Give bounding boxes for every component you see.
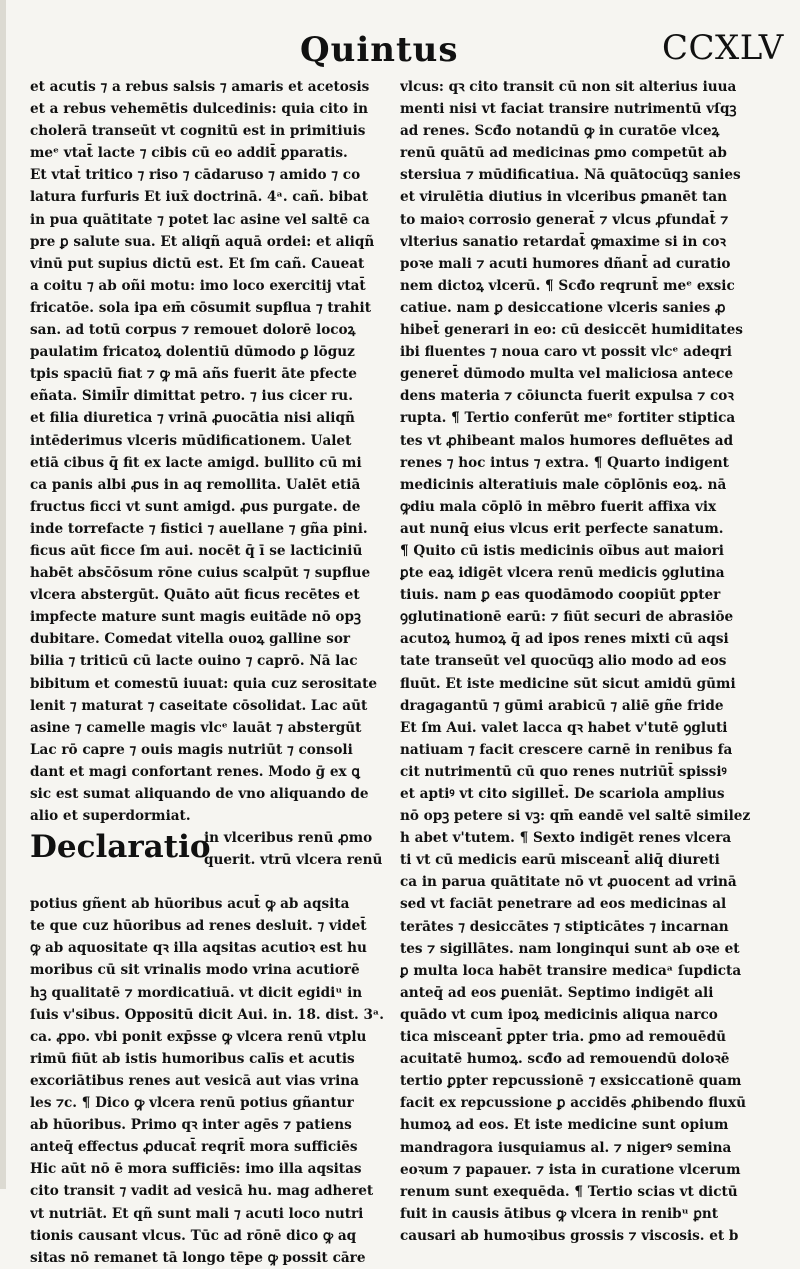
text-line: acutoꝝ humoꝝ q̄ ad ipos renes mixti cū aqsi bbox=[400, 631, 729, 648]
text-line: tica misceant̄ ꝑpter tria. ꝑmo ad remouēdū bbox=[400, 1029, 726, 1046]
text-line: tes vt ꝓhibeant malos humores defluētes ad bbox=[400, 432, 734, 449]
running-header-title: Quintus bbox=[300, 30, 459, 70]
text-line: medicinis alteratiuis male cōplōnis eoꝝ. nā bbox=[400, 476, 727, 493]
text-line: ti vt cū medicis earū misceant̄ aliq̄ diureti bbox=[400, 852, 720, 869]
text-line: tpis spaciū fiat ⁊ ꝙ mā añs fuerit āte pfecte bbox=[30, 366, 357, 383]
text-line: ficus aūt ficce ſm aui. nocēt q̄ ī se lacticiniū bbox=[30, 542, 363, 559]
text-line: sitas nō remanet tā longo tēpe ꝙ possit cāre bbox=[30, 1249, 366, 1266]
left-column-lower-text bbox=[30, 893, 394, 1269]
text-line: inde torrefacte ⁊ fistici ⁊ auellane ⁊ gña pini. bbox=[30, 520, 368, 537]
text-line: bibitum et comestū iuuat: quia cuz serositate bbox=[30, 675, 378, 692]
text-line: stersiua ⁊ mūdificatiua. Nā quātocūqꝫ sanies bbox=[400, 167, 741, 184]
text-line: poꝛe mali ⁊ acuti humores dñant̄ ad curatio bbox=[400, 255, 731, 272]
text-line: ¶ Quito cū istis medicinis oībus aut maiori bbox=[400, 542, 724, 559]
text-line: Lac rō capre ⁊ ouis magis nutriūt ⁊ consoli bbox=[30, 741, 353, 758]
text-line: h abet v'tutem. ¶ Sexto indigēt renes vlcera bbox=[400, 830, 732, 847]
text-line: a coitu ⁊ ab oñi motu: imo loco exercitij vtat̄ bbox=[30, 277, 366, 294]
text-line: cit nutrimentū cū quo renes nutriūt̄ spissiꝰ bbox=[400, 763, 727, 780]
text-line: hꝫ qualitatē ⁊ mordicatiuā. vt dicit egidiᵘ in bbox=[30, 984, 363, 1001]
text-line: in vlceribus renū ꝓmo bbox=[204, 830, 373, 847]
text-line: potius gñent ab hūoribus acut̄ ꝙ ab aqsita bbox=[30, 896, 350, 913]
text-line: fructus ficci vt sunt amigd. ꝓus purgate. de bbox=[30, 498, 361, 515]
text-line: dens materia ⁊ cōiuncta fuerit expulsa ⁊ coꝛ bbox=[400, 388, 734, 405]
text-line: renes ⁊ hoc intus ⁊ extra. ¶ Quarto indigent bbox=[400, 454, 729, 471]
text-line: ꝙ ab aquositate qꝛ illa aqsitas acutioꝛ est hu bbox=[30, 940, 367, 957]
declaratio-section-heading bbox=[30, 827, 394, 893]
text-line: aut nunq̄ eius vlcus erit perfecte sanatum. bbox=[400, 520, 724, 537]
text-line: terātes ⁊ desiccātes ⁊ stipticātes ⁊ incarnan bbox=[400, 918, 729, 935]
text-line: to maioꝛ corrosio generat̄ ⁊ vlcus ꝓfundat̄ ⁊ bbox=[400, 211, 729, 228]
text-line: et filia diuretica ⁊ vrinā ꝓuocātia nisi aliqñ bbox=[30, 410, 355, 427]
text-line: in pua quātitate ⁊ potet lac asine vel saltē ca bbox=[30, 211, 370, 228]
text-line: quādo vt cum ipoꝝ medicinis aliqua narco bbox=[400, 1006, 718, 1023]
text-line: tertio ꝑpter repcussionē ⁊ exsiccationē quam bbox=[400, 1073, 742, 1090]
text-line: moribus cū sit vrinalis modo vrina acutiorē bbox=[30, 962, 360, 979]
text-line: catiue. nam ꝑ desiccatione vlceris sanies ꝓ bbox=[400, 299, 726, 316]
text-line: facit ex repcussione ꝑ accidēs ꝓhibendo fluxū bbox=[400, 1095, 746, 1112]
text-line: natiuam ⁊ facit crescere carnē in renibus fa bbox=[400, 741, 733, 758]
text-line: ibi fluentes ⁊ noua caro vt possit vlcᵉ adeqri bbox=[400, 344, 732, 361]
text-line: les ⁊c. ¶ Dico ꝙ vlcera renū potius gñantur bbox=[30, 1095, 354, 1112]
text-line: habēt absc̄ōsum rōne cuius scalpūt ⁊ supflue bbox=[30, 565, 371, 582]
text-line: eñata. Simil̄r dimittat petro. ⁊ ius cicer ru. bbox=[30, 388, 353, 405]
text-line: nem dictoꝝ vlcerū. ¶ Scđo reqrunt̄ meᵉ exsic bbox=[400, 277, 735, 294]
text-line: et a rebus vehemētis dulcedinis: quia cito in bbox=[30, 101, 368, 118]
text-line: fuit in causis ātibus ꝙ vlcera in renibᵘ ꝑnt bbox=[400, 1205, 718, 1222]
text-line: et acutis ⁊ a rebus salsis ⁊ amaris et acetosis bbox=[30, 79, 370, 95]
page-gutter-shadow bbox=[0, 0, 6, 1189]
text-line: et aptiꝰ vt cito sigillet̄. De scariola amplius bbox=[400, 786, 725, 802]
text-line: ca. ꝓpo. vbi ponit exp̄sse ꝙ vlcera renū vtplu bbox=[30, 1028, 367, 1045]
text-line: vlcera abstergūt. Quāto aūt ficus recētes et bbox=[30, 587, 360, 604]
text-line: lenit ⁊ maturat ⁊ caseitate cōsolidat. Lac aūt bbox=[30, 697, 368, 714]
text-line: dragagantū ⁊ gūmi arabicū ⁊ aliē gñe fride bbox=[400, 697, 724, 714]
text-line: dant et magi confortant renes. Modo ḡ ex ꝗ bbox=[30, 763, 360, 780]
text-line: Et ſm Aui. valet lacca qꝛ habet v'tutē ꝯgluti bbox=[400, 719, 728, 736]
text-line: ca in parua quātitate nō vt ꝓuocent ad vrinā bbox=[400, 874, 737, 891]
text-line: san. ad totū corpus ⁊ remouet dolorē locoꝝ bbox=[30, 322, 356, 339]
text-line: ab hūoribus. Primo qꝛ inter agēs ⁊ patiens bbox=[30, 1117, 352, 1134]
text-line: meᵉ vtat̄ lacte ⁊ cibis cū eo addit̄ ꝑparatis. bbox=[30, 145, 348, 162]
text-line: rimū fiūt ab istis humoribus calīs et acutis bbox=[30, 1050, 355, 1067]
text-line: cholerā transeūt vt cognitū est in primitiuis bbox=[30, 123, 366, 140]
text-line: tionis causant vlcus. Tūc ad rōnē dico ꝙ aq bbox=[30, 1227, 357, 1244]
text-line: fluūt. Et iste medicine sūt sicut amidū gūmi bbox=[400, 675, 736, 692]
text-line: ꝑ multa loca habēt transire medicaᵃ ſupdicta bbox=[400, 962, 742, 979]
text-line: generet̄ dūmodo multa vel maliciosa antece bbox=[400, 366, 734, 383]
text-line: sic est sumat aliquando de vno aliquando de bbox=[30, 786, 369, 802]
text-line: hibet̄ generari in eo: cū desiccēt humiditates bbox=[400, 322, 743, 339]
text-line: acuitatē humoꝝ. scđo ad remouendū doloꝛē bbox=[400, 1051, 730, 1068]
text-line: cito transit ⁊ vadit ad vesicā hu. mag adheret bbox=[30, 1183, 374, 1200]
text-line: Et vtat̄ tritico ⁊ riso ⁊ cādaruso ⁊ amido ⁊ co bbox=[30, 167, 361, 184]
text-line: causari ab humoꝛibus grossis ⁊ viscosis. et b bbox=[400, 1227, 739, 1244]
text-line: dubitare. Comedat vitella ouoꝝ galline sor bbox=[30, 631, 351, 648]
text-line: rupta. ¶ Tertio conferūt meᵉ fortiter stiptica bbox=[400, 410, 736, 427]
text-line: ꝑte eaꝝ idigēt vlcera renū medicis ꝯglutina bbox=[400, 565, 725, 582]
text-line: vt nutriāt. Et qñ sunt mali ⁊ acuti loco nutri bbox=[30, 1205, 364, 1222]
text-line: ad renes. Scđo notandū ꝙ in curatōe vlceꝝ bbox=[400, 123, 720, 140]
text-line: etiā cibus q̄ fit ex lacte amigd. bullito cū mi bbox=[30, 454, 362, 471]
text-line: sed vt faciāt penetrare ad eos medicinas al bbox=[400, 896, 727, 913]
text-line: ꝯglutinationē earū: ⁊ fiūt securi de abrasiōe bbox=[400, 609, 734, 626]
text-line: renū quātū ad medicinas ꝑmo competūt ab bbox=[400, 145, 727, 162]
text-line: tes ⁊ sigillātes. nam longinqui sunt ab oꝛe et bbox=[400, 940, 740, 957]
left-column bbox=[30, 76, 394, 1269]
text-line: impfecte mature sunt magis euitāde nō opꝫ bbox=[30, 609, 361, 626]
text-line: eoꝛum ⁊ papauer. ⁊ ista in curatione vlcerum bbox=[400, 1161, 741, 1178]
text-line: latura furfuris Et iux̄ doctrinā. 4ᵃ. cañ. bibat bbox=[30, 189, 368, 206]
text-line: nō opꝫ petere si vꝫ: qm̄ eandē vel saltē similez bbox=[400, 808, 751, 825]
text-line: et virulētia diutius in vlceribus ꝑmanēt tan bbox=[400, 189, 728, 206]
text-line: renum sunt exequēda. ¶ Tertio scias vt dictū bbox=[400, 1183, 738, 1200]
text-line: querit. vtrū vlcera renū bbox=[204, 852, 383, 869]
text-line: te que cuz hūoribus ad renes desluit. ⁊ videt̄ bbox=[30, 918, 367, 935]
text-line: Hic aūt nō ē mora sufficiēs: imo illa aqsitas bbox=[30, 1161, 362, 1178]
text-line: vlcus: qꝛ cito transit cū non sit alterius iuua bbox=[400, 79, 737, 95]
text-line: bilia ⁊ triticū cū lacte ouino ⁊ caprō. Nā lac bbox=[30, 653, 358, 670]
text-line: humoꝝ ad eos. Et iste medicine sunt opium bbox=[400, 1117, 729, 1134]
text-line: tiuis. nam ꝑ eas quodāmodo coopiūt ꝑpter bbox=[400, 587, 721, 604]
text-line: asine ⁊ camelle magis vlcᵉ lauāt ⁊ abstergūt bbox=[30, 719, 362, 736]
declaratio-initial: Declaratio bbox=[30, 829, 211, 866]
text-line: excoriātibus renes aut vesicā aut vias vrina bbox=[30, 1072, 359, 1089]
text-line: intēderimus vlceris mūdificationem. Ualet bbox=[30, 432, 352, 449]
text-line: vinū put supius dictū est. Et ſm cañ. Caueat bbox=[30, 255, 365, 272]
text-line: ca panis albi ꝓus in aq remollita. Ualēt etiā bbox=[30, 476, 361, 493]
text-line: tate transeūt vel quocūqꝫ alio modo ad eos bbox=[400, 653, 727, 670]
text-line: mandragora iusquiamus al. ⁊ nigerꝰ semina bbox=[400, 1139, 732, 1156]
text-line: ꝙdiu mala cōplō in mēbro fuerit affixa vix bbox=[400, 498, 717, 515]
declaratio-side-lines bbox=[204, 827, 398, 871]
text-line: vlterius sanatio retardat̄ ꝙmaxime si in coꝛ bbox=[400, 233, 726, 250]
text-line: ſuis v'sibus. Oppositū dicit Aui. in. 18. dist. 3ᵃ. bbox=[30, 1006, 384, 1023]
text-line: anteq̄ effectus ꝓducat̄ reqrit̄ mora sufficiēs bbox=[30, 1139, 358, 1156]
text-line: pre ꝑ salute sua. Et aliqñ aquā ordei: et aliqñ bbox=[30, 233, 375, 250]
left-column-upper-text bbox=[30, 76, 394, 827]
text-line: anteq̄ ad eos ꝑueniāt. Septimo indigēt ali bbox=[400, 984, 714, 1001]
text-line: fricatōe. sola ipa em̄ cōsumit supflua ⁊ trahit bbox=[30, 299, 371, 316]
text-line: paulatim fricatoꝝ dolentiū dūmodo ꝑ lōguz bbox=[30, 344, 355, 361]
folio-number: CCXLV bbox=[662, 28, 784, 68]
right-column bbox=[400, 76, 768, 1247]
text-line: alio et superdormiat. bbox=[30, 808, 191, 825]
text-line: menti nisi vt faciat transire nutrimentū vſqꝫ bbox=[400, 101, 737, 118]
